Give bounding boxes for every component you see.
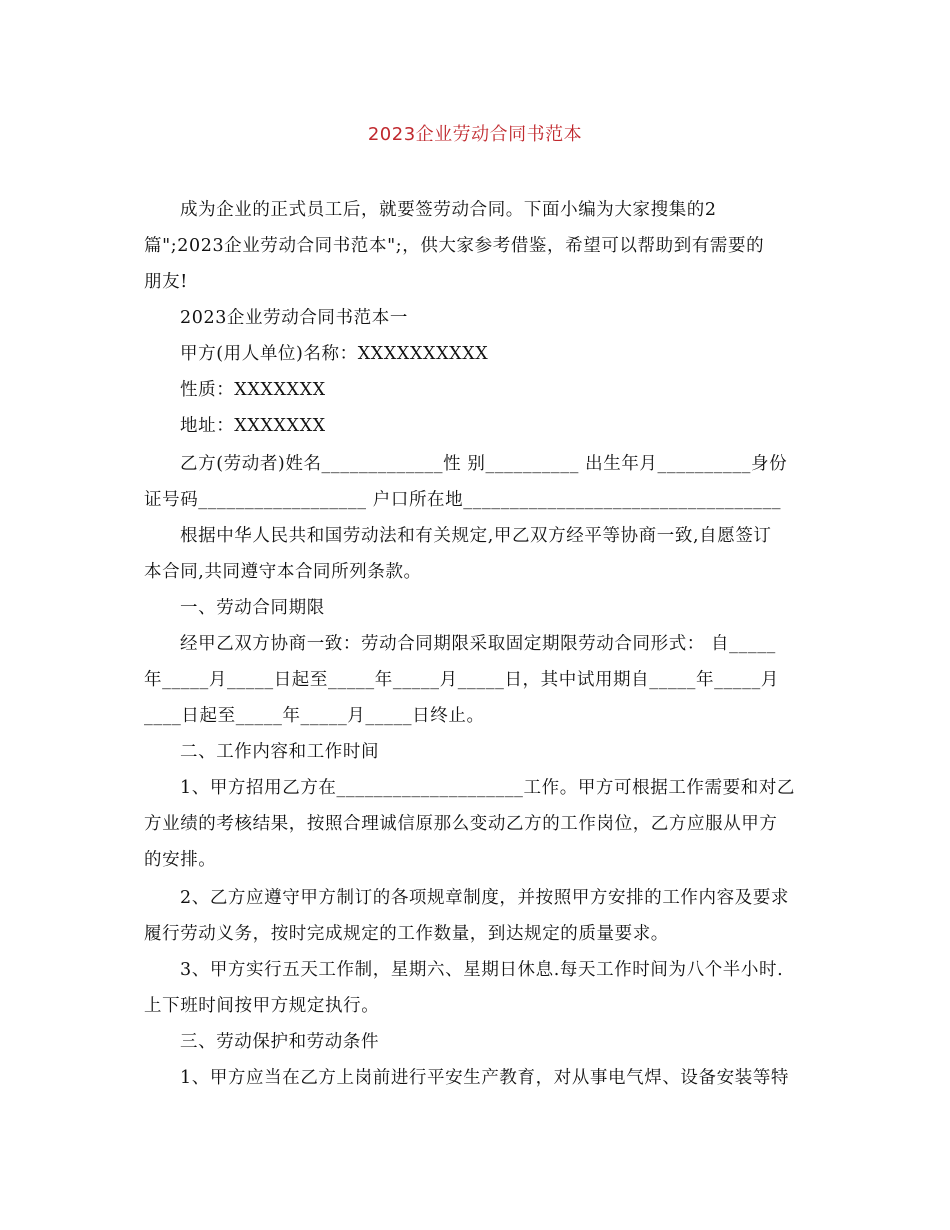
paragraph-line: 篇";2023企业劳动合同书范本";，供大家参考借鉴，希望可以帮助到有需要的 (144, 236, 765, 256)
paragraph-line: 上下班时间按甲方规定执行。 (144, 996, 380, 1016)
paragraph-line: 方业绩的考核结果，按照合理诚信原那么变动乙方的工作岗位，乙方应服从甲方 (144, 814, 778, 834)
paragraph-line: 1、甲方应当在乙方上岗前进行平安生产教育，对从事电气焊、设备安装等特 (180, 1068, 790, 1088)
paragraph-line: 地址：XXXXXXX (180, 416, 326, 436)
paragraph-line: 成为企业的正式员工后，就要签劳动合同。下面小编为大家搜集的2 (180, 200, 717, 220)
paragraph-line: 1、甲方招用乙方在____________________工作。甲方可根据工作需要和对乙 (180, 778, 796, 798)
paragraph-line: 履行劳动义务，按时完成规定的工作数量，到达规定的质量要求。 (144, 924, 669, 944)
section-heading: 二、工作内容和工作时间 (180, 742, 380, 762)
document-title: 2023企业劳动合同书范本 (367, 124, 583, 145)
paragraph-line: 乙方(劳动者)姓名_____________性 别__________ 出生年月__________身份 (180, 454, 788, 474)
section-heading: 2023企业劳动合同书范本一 (180, 308, 408, 328)
paragraph-line: 朋友! (144, 272, 188, 292)
paragraph-line: ____日起至_____年_____月_____日终止。 (144, 706, 485, 726)
paragraph-line: 的安排。 (144, 850, 217, 870)
paragraph-line: 证号码__________________ 户口所在地__________________________________ (144, 490, 782, 510)
paragraph-line: 性质：XXXXXXX (180, 380, 326, 400)
paragraph-line: 本合同,共同遵守本合同所列条款。 (144, 562, 422, 582)
paragraph-line: 甲方(用人单位)名称：XXXXXXXXXX (180, 344, 489, 364)
paragraph-line: 根据中华人民共和国劳动法和有关规定,甲乙双方经平等协商一致,自愿签订 (180, 526, 772, 546)
section-heading: 一、劳动合同期限 (180, 598, 325, 618)
paragraph-line: 3、甲方实行五天工作制，星期六、星期日休息.每天工作时间为八个半小时. (180, 960, 784, 980)
section-heading: 三、劳动保护和劳动条件 (180, 1032, 380, 1052)
paragraph-line: 2、乙方应遵守甲方制订的各项规章制度，并按照甲方安排的工作内容及要求 (180, 888, 790, 908)
paragraph-line: 年_____月_____日起至_____年_____月_____日，其中试用期自_____年_____月 (144, 670, 779, 690)
paragraph-line: 经甲乙双方协商一致：劳动合同期限采取固定期限劳动合同形式： 自_____ (180, 634, 776, 654)
